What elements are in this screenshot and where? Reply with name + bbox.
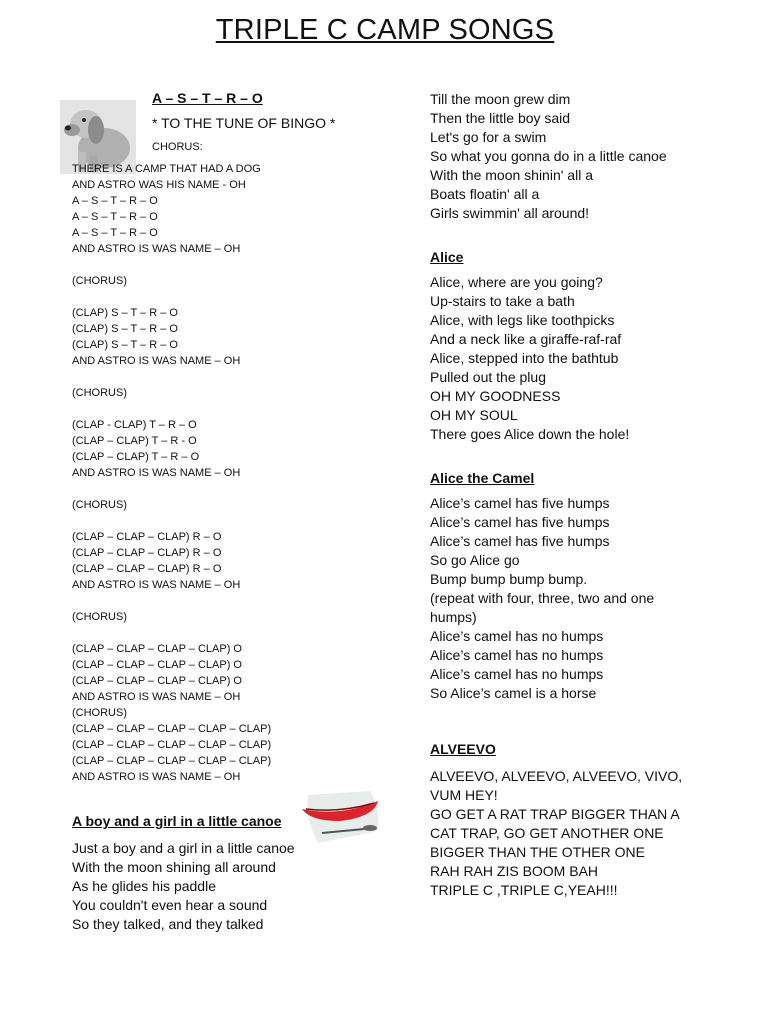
right-column xyxy=(430,90,750,900)
lyric-line: (CLAP) S – T – R – O xyxy=(72,323,178,335)
lyric-line: So they talked, and they talked xyxy=(72,916,264,932)
lyric-line: (CLAP) S – T – R – O xyxy=(72,339,178,351)
lyric-line: There goes Alice down the hole! xyxy=(430,426,630,442)
lyric-line: Bump bump bump bump. xyxy=(430,571,588,587)
lyric-line: THERE IS A CAMP THAT HAD A DOG xyxy=(72,163,261,175)
canoe-heading: A boy and a girl in a little canoe xyxy=(72,813,282,829)
lyric-line: (CLAP – CLAP – CLAP – CLAP) O xyxy=(72,643,242,655)
lyric-line: With the moon shining all around xyxy=(72,859,276,875)
lyric-line: (CLAP – CLAP – CLAP) R – O xyxy=(72,547,222,559)
lyric-line: OH MY SOUL xyxy=(430,407,518,423)
lyric-line: (CLAP – CLAP – CLAP – CLAP) O xyxy=(72,675,242,687)
lyric-line: Alice, where are you going? xyxy=(430,274,603,290)
lyric-line: AND ASTRO WAS HIS NAME - OH xyxy=(72,179,246,191)
lyric-line: A – S – T – R – O xyxy=(72,211,158,223)
lyric-line: Let's go for a swim xyxy=(430,129,547,145)
lyric-line: Alice’s camel has no humps xyxy=(430,647,604,663)
lyric-line: Alice, stepped into the bathtub xyxy=(430,350,619,366)
lyric-line: So what you gonna do in a little canoe xyxy=(430,148,667,164)
lyric-line: (CLAP – CLAP – CLAP) R – O xyxy=(72,563,222,575)
lyric-line: (CLAP – CLAP – CLAP – CLAP) O xyxy=(72,659,242,671)
alice-camel-lyrics xyxy=(430,494,750,703)
canoe-continued-lyrics xyxy=(430,90,750,223)
lyric-line: AND ASTRO IS WAS NAME – OH xyxy=(72,691,241,703)
lyric-line: A – S – T – R – O xyxy=(72,195,158,207)
astro-heading: A – S – T – R – O xyxy=(152,90,263,106)
lyric-line: ALVEEVO, ALVEEVO, ALVEEVO, VIVO, xyxy=(430,768,683,784)
lyric-line: OH MY GOODNESS xyxy=(430,388,561,404)
lyric-line: AND ASTRO IS WAS NAME – OH xyxy=(72,771,241,783)
lyric-line: Girls swimmin' all around! xyxy=(430,205,590,221)
left-column xyxy=(72,90,402,934)
lyric-line: (CLAP – CLAP – CLAP – CLAP – CLAP) xyxy=(72,739,272,751)
lyric-line: (CLAP) S – T – R – O xyxy=(72,307,178,319)
lyric-line: So go Alice go xyxy=(430,552,520,568)
lyric-line: Alice, with legs like toothpicks xyxy=(430,312,615,328)
lyric-line: Till the moon grew dim xyxy=(430,91,571,107)
lyric-line: So Alice’s camel is a horse xyxy=(430,685,597,701)
lyric-line: (CLAP – CLAP) T – R - O xyxy=(72,435,197,447)
lyric-line: Then the little boy said xyxy=(430,110,571,126)
alveevo-lyrics xyxy=(430,767,750,900)
lyric-line: (CLAP – CLAP – CLAP – CLAP – CLAP) xyxy=(72,755,272,767)
lyric-line: GO GET A RAT TRAP BIGGER THAN A xyxy=(430,806,680,822)
lyric-line: Alice’s camel has five humps xyxy=(430,514,610,530)
lyric-line: (repeat with four, three, two and one xyxy=(430,590,655,606)
lyric-line: (CLAP - CLAP) T – R – O xyxy=(72,419,197,431)
lyric-line: AND ASTRO IS WAS NAME – OH xyxy=(72,243,241,255)
lyric-line: AND ASTRO IS WAS NAME – OH xyxy=(72,467,241,479)
lyric-line: (CHORUS) xyxy=(72,499,127,511)
lyric-line: Up-stairs to take a bath xyxy=(430,293,575,309)
lyric-line: (CLAP – CLAP) T – R – O xyxy=(72,451,200,463)
lyric-line: Boats floatin' all a xyxy=(430,186,540,202)
lyric-line: VUM HEY! xyxy=(430,787,498,803)
lyric-line: Alice’s camel has no humps xyxy=(430,666,604,682)
lyric-line: You couldn't even hear a sound xyxy=(72,897,268,913)
lyric-line: humps) xyxy=(430,609,477,625)
lyric-line: As he glides his paddle xyxy=(72,878,216,894)
lyric-line: Alice’s camel has five humps xyxy=(430,533,610,549)
lyric-line: AND ASTRO IS WAS NAME – OH xyxy=(72,579,241,591)
lyric-line: (CHORUS) xyxy=(72,275,127,287)
lyric-line: (CLAP – CLAP – CLAP – CLAP – CLAP) xyxy=(72,723,272,735)
lyric-line: (CHORUS) xyxy=(72,387,127,399)
lyric-line: CAT TRAP, GO GET ANOTHER ONE xyxy=(430,825,664,841)
lyric-line: (CLAP – CLAP – CLAP) R – O xyxy=(72,531,222,543)
astro-tune: * TO THE TUNE OF BINGO * xyxy=(152,115,336,131)
lyric-line: With the moon shinin' all a xyxy=(430,167,593,183)
lyric-line: (CHORUS) xyxy=(72,611,127,623)
canoe-lyrics xyxy=(72,839,402,934)
lyric-line: Pulled out the plug xyxy=(430,369,546,385)
astro-lyrics xyxy=(72,161,402,785)
lyric-line: Just a boy and a girl in a little canoe xyxy=(72,840,295,856)
lyric-line: RAH RAH ZIS BOOM BAH xyxy=(430,863,599,879)
lyric-line: BIGGER THAN THE OTHER ONE xyxy=(430,844,645,860)
alice-camel-heading: Alice the Camel xyxy=(430,470,535,486)
lyric-line: AND ASTRO IS WAS NAME – OH xyxy=(72,355,241,367)
alice-heading: Alice xyxy=(430,249,464,265)
lyric-line: And a neck like a giraffe-raf-raf xyxy=(430,331,622,347)
lyric-line: TRIPLE C ,TRIPLE C,YEAH!!! xyxy=(430,882,618,898)
lyric-line: (CHORUS) xyxy=(72,707,127,719)
lyric-line: Alice’s camel has five humps xyxy=(430,495,610,511)
page-title: TRIPLE C CAMP SONGS xyxy=(215,14,555,46)
lyric-line: Alice’s camel has no humps xyxy=(430,628,604,644)
lyric-line: A – S – T – R – O xyxy=(72,227,158,239)
astro-chorus-label: CHORUS: xyxy=(152,141,203,153)
alice-lyrics xyxy=(430,273,750,444)
alveevo-heading: ALVEEVO xyxy=(430,741,496,757)
